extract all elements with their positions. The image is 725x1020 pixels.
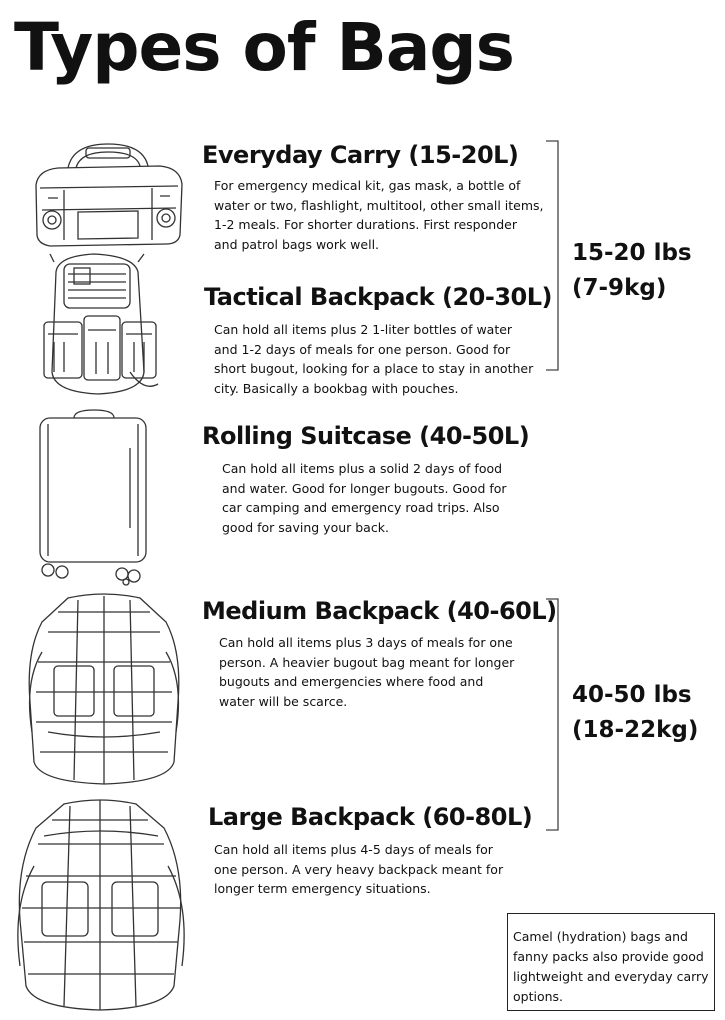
weight-kg-light: (7-9kg) xyxy=(572,275,667,301)
bag-title-medium-backpack: Medium Backpack (40-60L) xyxy=(202,597,557,625)
duffel-bag-icon xyxy=(28,140,188,250)
bag-title-rolling-suitcase: Rolling Suitcase (40-50L) xyxy=(202,422,530,450)
bag-description-large-backpack: Can hold all items plus 4-5 days of meals for one person. A very heavy backpack meant for longer term emergency situations. xyxy=(214,842,504,896)
bag-title-tactical-backpack: Tactical Backpack (20-30L) xyxy=(204,283,552,311)
weight-lbs-heavy: 40-50 lbs xyxy=(572,682,692,708)
weight-bracket-heavy xyxy=(545,598,565,832)
rolling-suitcase-icon xyxy=(34,408,154,586)
weight-bracket-light xyxy=(545,140,565,372)
bag-title-large-backpack: Large Backpack (60-80L) xyxy=(208,803,533,831)
bag-description-medium-backpack: Can hold all items plus 3 days of meals for one person. A heavier bugout bag meant for longer bugouts and emergencies where food and water will be scarce. xyxy=(219,635,515,709)
large-backpack-icon xyxy=(8,796,194,1012)
page-title: Types of Bags xyxy=(14,9,514,86)
weight-kg-heavy: (18-22kg) xyxy=(572,717,699,743)
tactical-backpack-icon xyxy=(34,252,164,404)
bag-description-tactical-backpack: Can hold all items plus 2 1-liter bottles of water and 1-2 days of meals for one person. Good for short bugout, looking for a place to stay in another city. Basically a bookbag with pouches. xyxy=(214,322,534,396)
bag-description-everyday-carry: For emergency medical kit, gas mask, a bottle of water or two, flashlight, multitool, other small items, 1-2 meals. For shorter durations. First responder and patrol bags work well. xyxy=(214,178,544,252)
weight-group-light xyxy=(572,236,692,306)
medium-backpack-icon xyxy=(18,592,190,788)
weight-group-heavy xyxy=(572,678,698,748)
note-box xyxy=(507,913,715,1011)
note-text: Camel (hydration) bags and fanny packs also provide good lightweight and everyday carry options. xyxy=(513,929,709,1004)
weight-lbs-light: 15-20 lbs xyxy=(572,240,692,266)
bag-title-everyday-carry: Everyday Carry (15-20L) xyxy=(202,141,519,169)
bag-description-rolling-suitcase: Can hold all items plus a solid 2 days of food and water. Good for longer bugouts. Good for car camping and emergency road trips. Also good for saving your back. xyxy=(222,461,507,535)
